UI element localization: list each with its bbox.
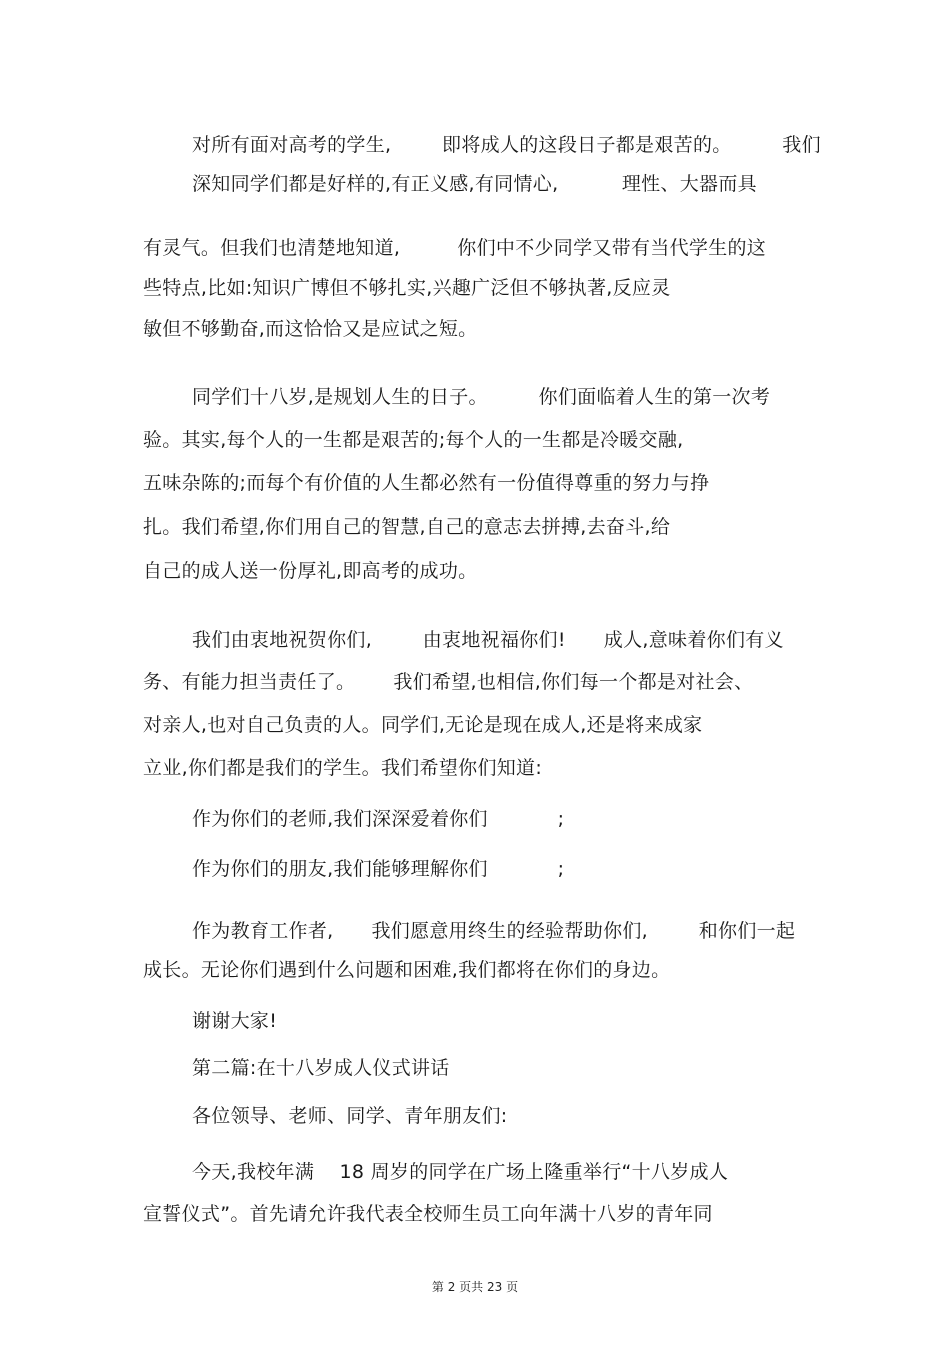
text-line: 作为你们的朋友,我们能够理解你们 ; [192, 858, 565, 880]
text-line: 自己的成人送一份厚礼,即高考的成功。 [143, 560, 478, 582]
text-line: 今天,我校年满 18 周岁的同学在广场上隆重举行“十八岁成人 [192, 1161, 729, 1183]
text-line: 五味杂陈的;而每个有价值的人生都必然有一份值得尊重的努力与挣 [143, 472, 710, 494]
text-line: 立业,你们都是我们的学生。我们希望你们知道: [143, 757, 543, 779]
text-line: 对亲人,也对自己负责的人。同学们,无论是现在成人,还是将来成家 [143, 714, 703, 736]
text-line: 扎。我们希望,你们用自己的智慧,自己的意志去拼搏,去奋斗,给 [143, 516, 671, 538]
section-heading: 第二篇:在十八岁成人仪式讲话 [192, 1057, 450, 1079]
page-footer: 第 2 页共 23 页 [431, 1280, 519, 1294]
text-line: 成长。无论你们遇到什么问题和困难,我们都将在你们的身边。 [143, 959, 671, 981]
text-line: 对所有面对高考的学生, 即将成人的这段日子都是艰苦的。 我们 [192, 134, 821, 156]
salutation: 各位领导、老师、同学、青年朋友们: [192, 1105, 508, 1127]
text-line: 验。其实,每个人的一生都是艰苦的;每个人的一生都是冷暖交融, [143, 429, 684, 451]
text-line: 深知同学们都是好样的,有正义感,有同情心, 理性、大器而具 [192, 173, 757, 195]
text-line: 敏但不够勤奋,而这恰恰又是应试之短。 [143, 318, 478, 340]
text-line: 有灵气。但我们也清楚地知道, 你们中不少同学又带有当代学生的这 [143, 237, 767, 259]
text-line: 些特点,比如:知识广博但不够扎实,兴趣广泛但不够执著,反应灵 [143, 277, 671, 299]
text-line: 作为教育工作者, 我们愿意用终生的经验帮助你们, 和你们一起 [192, 920, 796, 942]
text-line: 谢谢大家! [192, 1010, 278, 1032]
text-line: 务、有能力担当责任了。 我们希望,也相信,你们每一个都是对社会、 [143, 671, 754, 693]
text-line: 宣誓仪式”。首先请允许我代表全校师生员工向年满十八岁的青年同 [143, 1203, 713, 1225]
text-line: 作为你们的老师,我们深深爱着你们 ; [192, 808, 565, 830]
text-line: 我们由衷地祝贺你们, 由衷地祝福你们! 成人,意味着你们有义 [192, 629, 784, 651]
text-line: 同学们十八岁,是规划人生的日子。 你们面临着人生的第一次考 [192, 386, 771, 408]
